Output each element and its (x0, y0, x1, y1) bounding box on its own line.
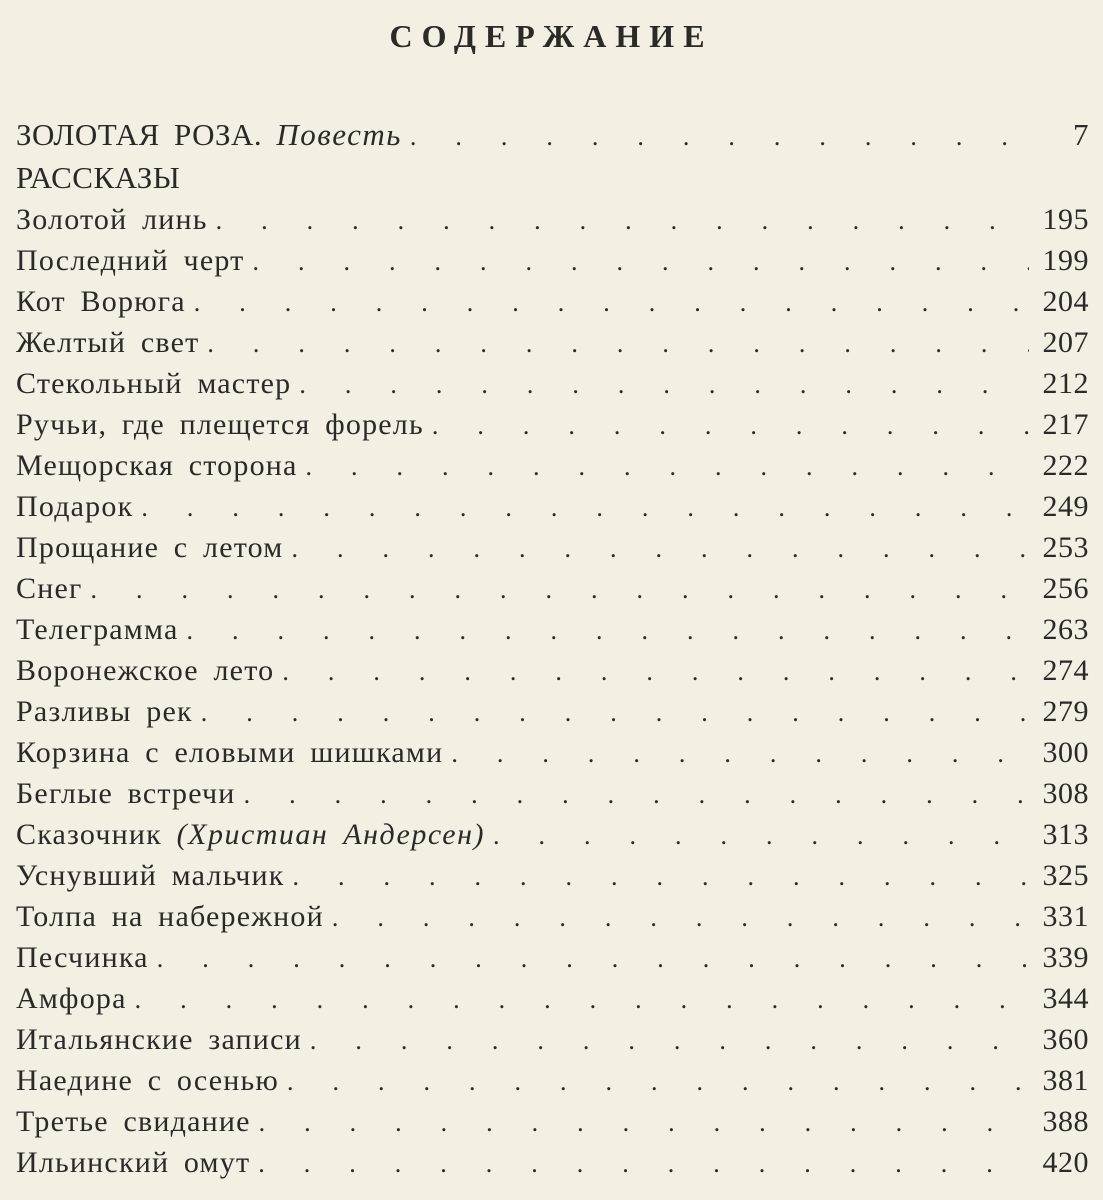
toc-entry-title-text: Толпа на набережной (16, 900, 324, 933)
toc-leader-dots (298, 449, 1029, 483)
toc-entry (16, 531, 1089, 572)
toc-page-number: 222 (1042, 449, 1089, 482)
toc-entry-title (16, 695, 193, 729)
toc-leader-dots (208, 203, 1029, 237)
toc-entry-title (16, 859, 285, 893)
toc-leader-dots (285, 859, 1029, 893)
toc-page-number: 339 (1042, 941, 1089, 974)
toc-page-number: 212 (1042, 367, 1089, 400)
toc-entry (16, 695, 1089, 736)
toc-entry-title-text: Телеграмма (16, 613, 179, 646)
toc-entry-title (16, 244, 244, 278)
toc-entry (16, 654, 1089, 695)
toc-main-entry (16, 117, 1089, 160)
toc-page-number: 253 (1042, 531, 1089, 564)
toc-leader-dots (236, 777, 1029, 811)
toc-entry-title-text: Стекольный мастер (16, 367, 292, 400)
toc-entry (16, 900, 1089, 941)
toc-entry-title (16, 777, 236, 811)
toc-entry (16, 326, 1089, 367)
toc-page-number: 256 (1042, 572, 1089, 605)
toc-leader-dots (193, 695, 1029, 729)
toc-entry-title (16, 449, 298, 483)
toc-leader-dots (402, 117, 1029, 153)
toc-entry-title (16, 285, 186, 319)
toc-page-number: 263 (1042, 613, 1089, 646)
toc-leader-dots (283, 531, 1029, 565)
toc-page-number: 300 (1042, 736, 1089, 769)
toc-entry-title-text: Песчинка (16, 941, 149, 974)
toc-page-number: 217 (1042, 408, 1089, 441)
toc-entry-title-text: Беглые встречи (16, 777, 236, 810)
toc-page-number: 207 (1042, 326, 1089, 359)
toc-entry (16, 449, 1089, 490)
toc-entry-title (16, 531, 283, 565)
toc-entry-title-text: Уснувший мальчик (16, 859, 285, 892)
toc-leader-dots (83, 572, 1030, 606)
toc-leader-dots (244, 244, 1029, 278)
toc-page-number: 331 (1042, 900, 1089, 933)
toc-entry-subtitle: (Христиан Андерсен) (176, 818, 485, 851)
toc-entry (16, 859, 1089, 900)
toc-entry-title-text: Итальянские записи (16, 1023, 302, 1056)
toc-entry (16, 1023, 1089, 1064)
toc-entry-title (16, 1146, 250, 1180)
toc-page-number: 325 (1042, 859, 1089, 892)
toc-entry-title (16, 1064, 279, 1098)
toc-entry-title (16, 367, 291, 401)
toc-entry-title (16, 1023, 302, 1057)
toc-page-number: 249 (1042, 490, 1089, 523)
toc-entry-title (16, 736, 443, 770)
toc-leader-dots (250, 1146, 1029, 1180)
toc-page-number: 360 (1042, 1023, 1089, 1056)
toc-entry-title-text: Последний черт (16, 244, 245, 277)
toc-page-number: 381 (1042, 1064, 1089, 1097)
toc-entry-title-text: Амфора (16, 982, 127, 1015)
toc-entry (16, 572, 1089, 613)
toc-entry (16, 1105, 1089, 1146)
toc-entry-title (16, 941, 149, 975)
toc-leader-dots (279, 1064, 1029, 1098)
toc-leader-dots (133, 490, 1029, 524)
toc-entry-title-text: Прощание с летом (16, 531, 284, 564)
toc-leader-dots (302, 1023, 1029, 1057)
toc-leader-dots (127, 982, 1029, 1016)
toc-page-number: 279 (1042, 695, 1089, 728)
toc-leader-dots (186, 285, 1029, 319)
toc-entry (16, 613, 1089, 654)
toc-entry (16, 1146, 1089, 1187)
toc-entry-title (16, 117, 402, 153)
toc-section-title (16, 160, 1089, 203)
toc-leader-dots (149, 941, 1029, 975)
toc-page-number: 274 (1042, 654, 1089, 687)
toc-entry (16, 408, 1089, 449)
toc-entry-title (16, 654, 274, 688)
toc-entry (16, 777, 1089, 818)
toc-entry (16, 285, 1089, 326)
toc-entry-title (16, 818, 485, 852)
toc-entry-title-text: Мещорская сторона (16, 449, 298, 482)
toc-entry (16, 244, 1089, 285)
toc-entry-title (16, 613, 178, 647)
toc-entries-list (16, 203, 1089, 1187)
toc-entry-title (16, 1105, 251, 1139)
toc-entry-title-text: Корзина с еловыми шишками (16, 736, 444, 769)
toc-page-number: 388 (1042, 1105, 1089, 1138)
toc-entry-title-text: Снег (16, 572, 83, 605)
toc-entry (16, 1064, 1089, 1105)
toc-leader-dots (424, 408, 1029, 442)
toc-leader-dots (251, 1105, 1029, 1139)
toc-leader-dots (291, 367, 1029, 401)
toc-entry (16, 490, 1089, 531)
toc-entry (16, 736, 1089, 777)
toc-entry-title (16, 572, 83, 606)
toc-entry-title (16, 326, 199, 360)
toc-entry-title-text: Ручьи, где плещется форель (16, 408, 424, 441)
toc-entry-title-text: Третье свидание (16, 1105, 251, 1138)
toc-page-number: 420 (1042, 1146, 1089, 1179)
toc-entry-title (16, 900, 324, 934)
toc-entry-title-text: Сказочник (16, 818, 162, 851)
toc-entry-title (16, 408, 424, 442)
toc-section-title-text: РАССКАЗЫ (16, 160, 181, 195)
toc-entry-title-text: ЗОЛОТАЯ РОЗА. (16, 117, 263, 152)
toc-leader-dots (178, 613, 1029, 647)
toc-entry-title-text: Ильинский омут (16, 1146, 251, 1179)
toc-page-number: 7 (1073, 117, 1089, 152)
toc-page-number: 195 (1042, 203, 1089, 236)
page-heading: СОДЕРЖАНИЕ (389, 18, 714, 54)
toc-page-number: 313 (1042, 818, 1089, 851)
toc-entry-title (16, 490, 133, 524)
toc-entry (16, 941, 1089, 982)
toc-entry (16, 367, 1089, 408)
toc-entry-title-text: Воронежское лето (16, 654, 275, 687)
toc-entry-title-text: Золотой линь (16, 203, 208, 236)
toc-entry-subtitle: Повесть (276, 117, 402, 152)
toc-leader-dots (274, 654, 1029, 688)
toc-page-number: 344 (1042, 982, 1089, 1015)
toc-entry-title-text: Желтый свет (16, 326, 200, 359)
toc-page-number: 199 (1042, 244, 1089, 277)
table-of-contents (16, 117, 1089, 1187)
toc-leader-dots (443, 736, 1029, 770)
toc-entry (16, 982, 1089, 1023)
toc-page-number: 308 (1042, 777, 1089, 810)
toc-entry-title-text: Разливы рек (16, 695, 193, 728)
toc-entry-title (16, 982, 127, 1016)
toc-entry-title (16, 203, 208, 237)
toc-entry-title-text: Подарок (16, 490, 134, 523)
toc-page-number: 204 (1042, 285, 1089, 318)
toc-entry-title-text: Наедине с осенью (16, 1064, 279, 1097)
toc-entry (16, 203, 1089, 244)
toc-leader-dots (199, 326, 1029, 360)
toc-leader-dots (485, 818, 1029, 852)
toc-entry-title-text: Кот Ворюга (16, 285, 186, 318)
toc-leader-dots (324, 900, 1029, 934)
toc-entry (16, 818, 1089, 859)
